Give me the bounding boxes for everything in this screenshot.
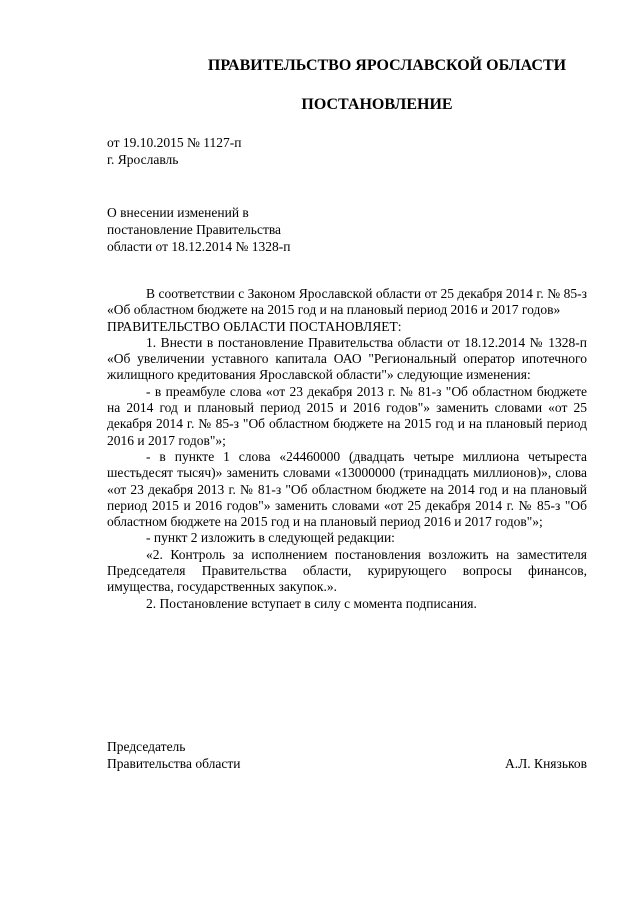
signer-row xyxy=(107,755,587,772)
item-2-paragraph: 2. Постановление вступает в силу с момента подписания. xyxy=(146,595,477,611)
item-1b-paragraph: - в пункте 1 слова «24460000 (двадцать четыре миллиона четыреста шестьдесят тысяч)» заменить словами «13000000 (тринадцать миллионов)», слова «от 23 декабря 2013 г. № 81-з "Об областном бюджете на 2014 год и на плановый период 2015 и 2016 годов"» заменить словами «от 25 декабря 2014 г. № 85-з "Об областном бюджете на 2015 год и на плановый период 2016 и 2017 годов"»; xyxy=(107,448,587,530)
signer-position-line: Правительства области xyxy=(107,756,241,771)
item-1c-quoted-text: «2. Контроль за исполнением постановления возложить на заместителя Председателя Правительства области, курирующего вопросы финансов, имущества, государственных закупок.». xyxy=(107,546,587,595)
decree-line: ПРАВИТЕЛЬСТВО ОБЛАСТИ ПОСТАНОВЛЯЕТ: xyxy=(107,318,402,334)
subject-line: области от 18.12.2014 № 1328-п xyxy=(107,239,291,254)
preamble-paragraph: В соответствии с Законом Ярославской области от 25 декабря 2014 г. № 85-з «Об областном бюджете на 2015 год и на плановый период 2016 и 2017 годов» xyxy=(107,286,587,318)
date-number-line: от 19.10.2015 № 1127-п xyxy=(107,135,242,150)
document-body xyxy=(107,286,587,612)
signer-position-line: Председатель xyxy=(107,739,186,754)
item-1-paragraph: 1. Внести в постановление Правительства области от 18.12.2014 № 1328-п «Об увеличении уставного капитала ОАО "Региональный оператор ипотечного жилищного кредитования Ярославской области"» следующие изменения: xyxy=(107,334,587,383)
subject-block xyxy=(107,204,290,255)
item-1a-paragraph: - в преамбуле слова «от 23 декабря 2013 г. № 81-з "Об областном бюджете на 2014 год и плановый период 2015 и 2016 годов"» заменить словами «от 25 декабря 2014 г. № 85-з "Об областном бюджете на 2015 год и на плановый период 2016 и 2017 годов"»; xyxy=(107,383,587,448)
subject-line: постановление Правительства xyxy=(107,222,282,237)
item-1c-paragraph: - пункт 2 изложить в следующей редакции: xyxy=(146,530,395,546)
government-title: ПРАВИТЕЛЬСТВО ЯРОСЛАВСКОЙ ОБЛАСТИ xyxy=(207,57,567,74)
city-line: г. Ярославль xyxy=(107,152,179,167)
signature-block xyxy=(107,738,587,772)
signer-name: А.Л. Князьков xyxy=(505,756,587,771)
document-type-title: ПОСТАНОВЛЕНИЕ xyxy=(301,96,453,113)
subject-line: О внесении изменений в xyxy=(107,205,249,220)
